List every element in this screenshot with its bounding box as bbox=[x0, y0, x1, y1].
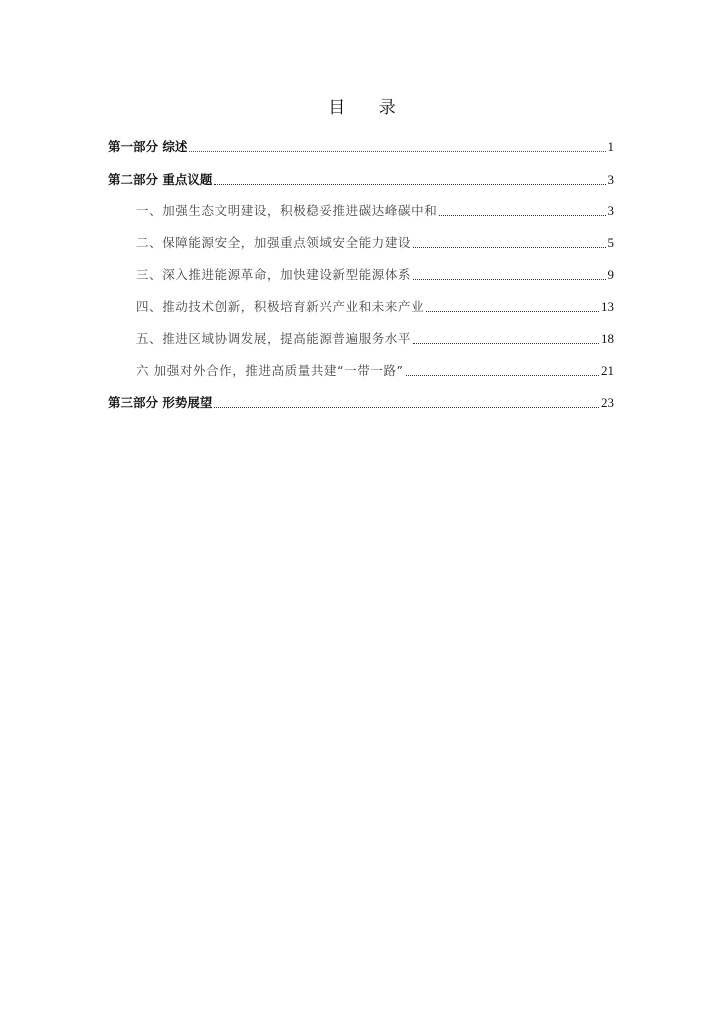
toc-entry-page: 18 bbox=[601, 331, 614, 346]
toc-entry-text: 第二部分 重点议题 bbox=[108, 172, 213, 187]
toc-entry-part-3[interactable] bbox=[108, 391, 614, 411]
toc-entry-text: 三、深入推进能源革命，加快建设新型能源体系 bbox=[136, 267, 412, 282]
dot-leader bbox=[439, 213, 605, 216]
toc-entry-page: 1 bbox=[607, 139, 614, 154]
toc-entry-text: 第三部分 形势展望 bbox=[108, 395, 213, 410]
dot-leader bbox=[406, 373, 599, 376]
toc-entry-part-2[interactable] bbox=[108, 168, 614, 188]
toc-entry-section-2[interactable] bbox=[108, 231, 614, 251]
dot-leader bbox=[413, 277, 605, 280]
toc-entry-text: 六 加强对外合作，推进高质量共建“一带一路” bbox=[136, 363, 404, 378]
toc-entry-text: 一、加强生态文明建设，积极稳妥推进碳达峰碳中和 bbox=[136, 203, 438, 218]
toc-title: 目 录 bbox=[328, 98, 410, 118]
toc-entry-section-6[interactable] bbox=[108, 359, 614, 379]
toc-entry-part-1[interactable] bbox=[108, 135, 614, 155]
toc-entry-text: 五、推进区域协调发展，提高能源普遍服务水平 bbox=[136, 331, 412, 346]
toc-entry-page: 21 bbox=[601, 363, 614, 378]
toc-entry-section-3[interactable] bbox=[108, 263, 614, 283]
dot-leader bbox=[189, 149, 605, 152]
dot-leader bbox=[214, 405, 599, 408]
toc-entry-text: 二、保障能源安全，加强重点领域安全能力建设 bbox=[136, 235, 412, 250]
toc-entry-page: 13 bbox=[601, 299, 614, 314]
dot-leader bbox=[413, 245, 605, 248]
dot-leader bbox=[426, 309, 599, 312]
toc-entry-section-4[interactable] bbox=[108, 295, 614, 315]
toc-entry-text: 第一部分 综述 bbox=[108, 139, 188, 154]
dot-leader bbox=[413, 341, 599, 344]
toc-entry-section-5[interactable] bbox=[108, 327, 614, 347]
toc-entry-section-1[interactable] bbox=[108, 199, 614, 219]
dot-leader bbox=[214, 182, 605, 185]
toc-entry-page: 5 bbox=[607, 235, 614, 250]
toc-entry-page: 23 bbox=[601, 395, 614, 410]
toc-entry-page: 3 bbox=[607, 203, 614, 218]
toc-entry-page: 3 bbox=[607, 172, 614, 187]
toc-entry-page: 9 bbox=[607, 267, 614, 282]
toc-entry-text: 四、推动技术创新，积极培育新兴产业和未来产业 bbox=[136, 299, 425, 314]
